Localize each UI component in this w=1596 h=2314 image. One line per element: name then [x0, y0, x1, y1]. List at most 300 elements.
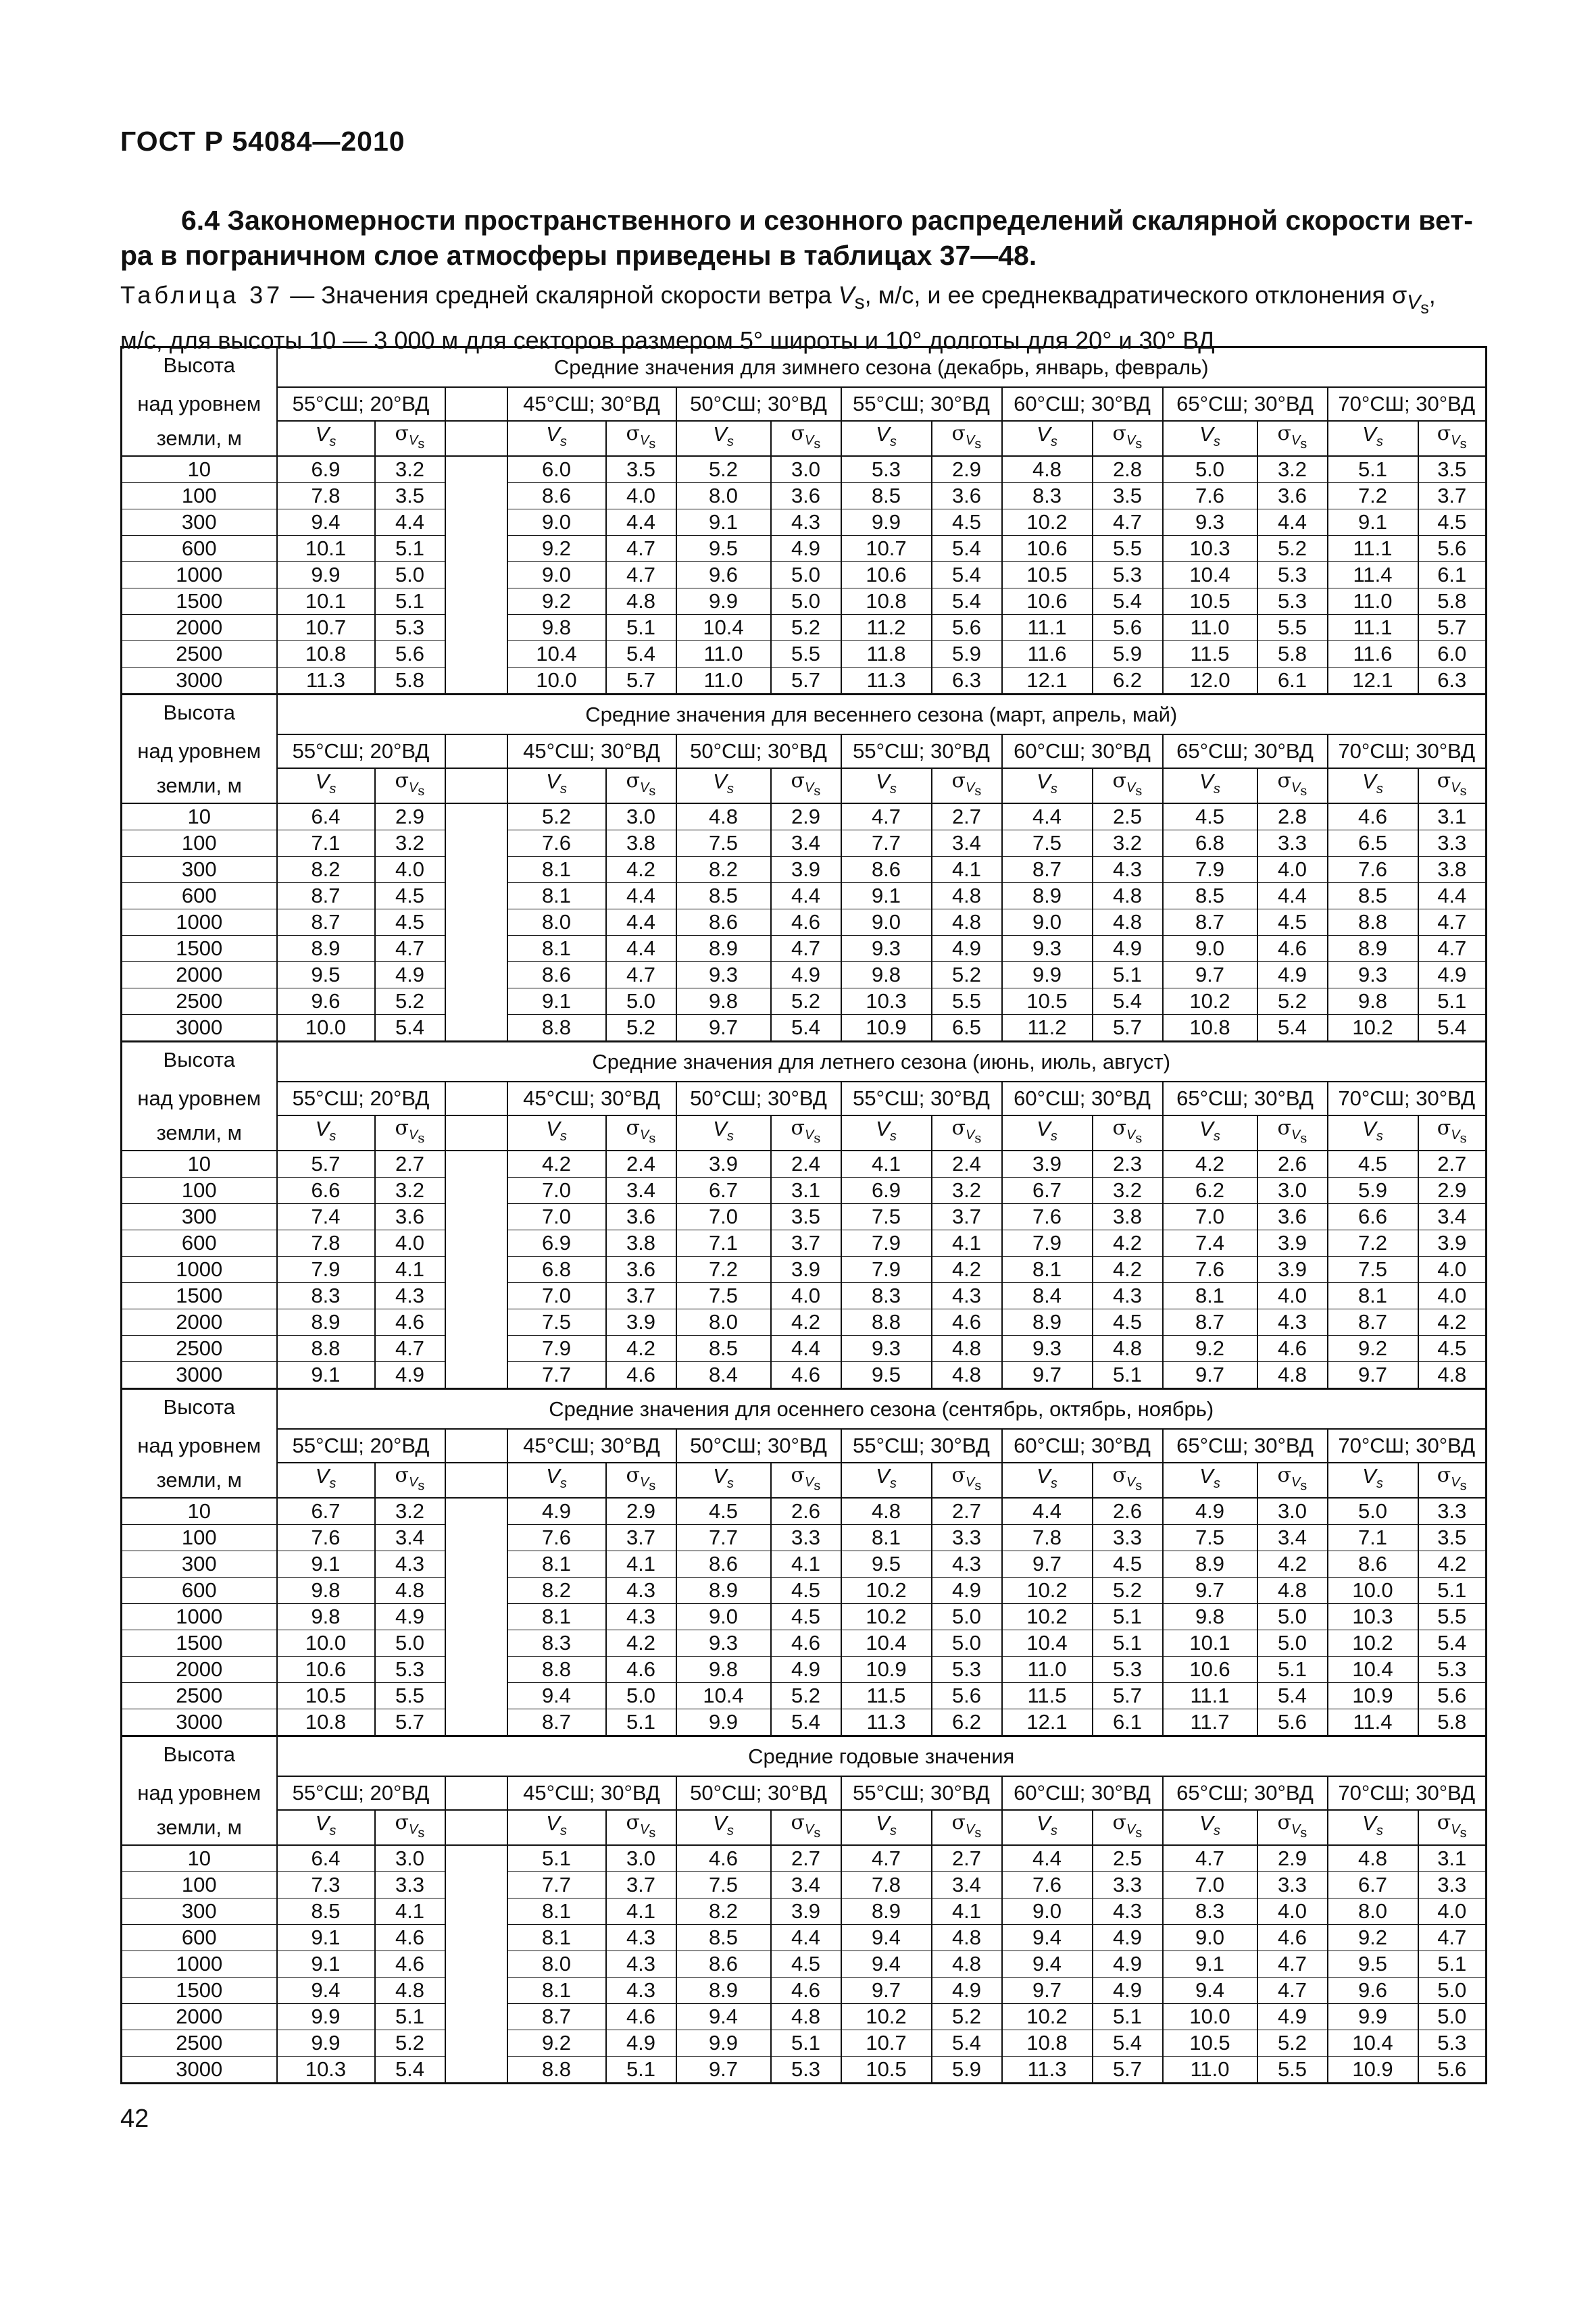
std-dev-cell: 4.5	[771, 1604, 841, 1630]
gap-column	[445, 1578, 507, 1604]
mean-speed-cell: 9.2	[507, 2030, 606, 2057]
mean-speed-cell: 8.9	[1163, 1551, 1257, 1578]
std-dev-cell: 5.2	[932, 2004, 1002, 2030]
gap-column	[445, 615, 507, 641]
std-dev-cell: 4.8	[1257, 1362, 1328, 1389]
mean-speed-cell: 11.6	[1328, 641, 1418, 668]
table-row	[122, 588, 1487, 615]
gap-column	[445, 421, 507, 456]
std-dev-cell: 5.4	[1093, 988, 1163, 1015]
table-row	[122, 483, 1487, 509]
std-dev-cell: 4.0	[1257, 1283, 1328, 1309]
mean-speed-cell: 8.7	[277, 909, 375, 936]
caption-sigma-sub-v: V	[1407, 291, 1421, 314]
std-dev-cell: 6.1	[1418, 562, 1487, 588]
height-cell: 10	[122, 1845, 277, 1872]
sigma-symbol: σ	[395, 1116, 409, 1140]
std-dev-cell: 5.3	[1093, 1657, 1163, 1683]
table-row	[122, 1951, 1487, 1978]
mean-speed-cell: 9.4	[841, 1925, 932, 1951]
sigma-subscript-v: V	[639, 780, 649, 795]
mean-speed-cell: 8.7	[1163, 909, 1257, 936]
std-dev-cell: 3.6	[606, 1257, 676, 1283]
std-dev-cell: 4.7	[1093, 509, 1163, 536]
mean-speed-cell: 6.7	[676, 1178, 771, 1204]
std-dev-cell: 4.7	[606, 562, 676, 588]
std-dev-cell: 5.2	[1257, 536, 1328, 562]
table-row	[122, 936, 1487, 962]
height-cell: 2000	[122, 2004, 277, 2030]
mean-speed-cell: 9.8	[1328, 988, 1418, 1015]
mean-speed-cell: 5.2	[507, 803, 606, 830]
mean-speed-cell: 7.9	[277, 1257, 375, 1283]
mean-speed-cell: 9.1	[841, 883, 932, 909]
height-cell: 3000	[122, 1709, 277, 1736]
gap-column	[445, 1230, 507, 1257]
std-dev-cell: 4.9	[932, 936, 1002, 962]
std-dev-cell: 3.9	[771, 1257, 841, 1283]
std-dev-cell: 4.4	[771, 883, 841, 909]
sigma-subscript	[1126, 1474, 1143, 1493]
table-row	[122, 1257, 1487, 1283]
sigma-symbol: σ	[626, 1811, 640, 1834]
table-row	[122, 1683, 1487, 1709]
variable-v-symbol: V	[876, 422, 890, 447]
mean-speed-cell: 7.6	[277, 1525, 375, 1551]
std-dev-cell: 4.8	[932, 1336, 1002, 1362]
std-dev-cell: 5.4	[606, 641, 676, 668]
mean-speed-cell: 7.9	[1163, 857, 1257, 883]
mean-speed-cell: 9.3	[676, 1630, 771, 1657]
std-dev-cell: 4.8	[1257, 1578, 1328, 1604]
std-dev-cell: 3.3	[1093, 1525, 1163, 1551]
mean-speed-cell: 8.7	[1163, 1309, 1257, 1336]
sigma-symbol: σ	[395, 769, 409, 793]
std-dev-cell: 5.5	[1418, 1604, 1487, 1630]
variable-header-row	[122, 1810, 1487, 1845]
std-dev-cell: 3.8	[606, 1230, 676, 1257]
mean-speed-cell: 8.2	[507, 1578, 606, 1604]
sector-header: 50°СШ; 30°ВД	[676, 1429, 841, 1463]
table-row	[122, 668, 1487, 695]
variable-v-subscript: s	[329, 1476, 336, 1492]
std-dev-cell: 2.7	[771, 1845, 841, 1872]
sector-header: 65°СШ; 30°ВД	[1163, 734, 1328, 768]
variable-v-subscript: s	[889, 434, 897, 450]
std-dev-cell: 6.0	[1418, 641, 1487, 668]
block-title-row	[122, 695, 1487, 735]
std-dev-cell: 2.7	[932, 1845, 1002, 1872]
sigma-subscript	[408, 432, 425, 451]
mean-speed-cell: 9.3	[1002, 936, 1093, 962]
std-dev-cell: 4.4	[606, 509, 676, 536]
mean-speed-cell: 8.7	[1002, 857, 1093, 883]
mean-speed-cell: 10.2	[1002, 1578, 1093, 1604]
sigma-subscript	[1451, 1821, 1467, 1840]
table-row	[122, 2057, 1487, 2084]
gap-column	[445, 1872, 507, 1898]
mean-speed-cell: 8.9	[676, 1978, 771, 2004]
variable-v-symbol: V	[1362, 770, 1376, 794]
std-dev-cell: 3.8	[1093, 1204, 1163, 1230]
height-cell: 600	[122, 536, 277, 562]
height-header-line-1: Высота	[122, 695, 277, 735]
variable-v-symbol: V	[876, 1464, 890, 1488]
std-dev-cell: 2.4	[932, 1151, 1002, 1178]
gap-column	[445, 803, 507, 830]
gap-column	[445, 483, 507, 509]
mean-speed-cell: 7.9	[1002, 1230, 1093, 1257]
sigma-subscript-s: s	[1135, 782, 1143, 799]
wind-speed-table-body	[122, 347, 1487, 2084]
mean-speed-cell: 10.8	[841, 588, 932, 615]
std-dev-cell: 4.3	[606, 1604, 676, 1630]
mean-speed-cell: 7.2	[1328, 1230, 1418, 1257]
table-row	[122, 1551, 1487, 1578]
height-header-line-2: над уровнем	[122, 734, 277, 768]
mean-speed-cell: 8.3	[841, 1283, 932, 1309]
mean-speed-cell: 8.6	[676, 1551, 771, 1578]
std-dev-cell: 4.6	[1257, 1925, 1328, 1951]
std-dev-cell: 4.6	[606, 1362, 676, 1389]
std-dev-cell: 4.9	[932, 1978, 1002, 2004]
std-dev-cell: 4.7	[375, 936, 445, 962]
sigma-subscript-v: V	[639, 1475, 649, 1490]
variable-v-subscript: s	[1213, 1823, 1220, 1839]
sigma-subscript	[1126, 779, 1143, 799]
mean-speed-cell: 3.9	[1002, 1151, 1093, 1178]
std-dev-cell: 4.5	[375, 909, 445, 936]
gap-column	[445, 1951, 507, 1978]
block-title: Средние значения для зимнего сезона (декабрь, январь, февраль)	[277, 347, 1487, 388]
variable-v-symbol: V	[1362, 1811, 1376, 1836]
sector-header: 45°СШ; 30°ВД	[507, 1082, 676, 1115]
std-dev-cell: 4.6	[375, 1951, 445, 1978]
table-row	[122, 1015, 1487, 1042]
table-row	[122, 1498, 1487, 1525]
std-dev-cell: 4.9	[771, 1657, 841, 1683]
variable-v-header	[1163, 1810, 1257, 1845]
std-dev-cell: 5.0	[606, 1683, 676, 1709]
sigma-subscript-s: s	[974, 1477, 982, 1493]
variable-v-header	[1328, 1810, 1418, 1845]
height-cell: 600	[122, 1230, 277, 1257]
gap-column	[445, 536, 507, 562]
mean-speed-cell: 11.8	[841, 641, 932, 668]
mean-speed-cell: 9.0	[676, 1604, 771, 1630]
variable-sigma-header	[375, 421, 445, 456]
sector-header-row	[122, 1429, 1487, 1463]
std-dev-cell: 4.4	[771, 1336, 841, 1362]
sigma-symbol: σ	[951, 769, 966, 793]
mean-speed-cell: 7.6	[1163, 1257, 1257, 1283]
sigma-subscript-v: V	[1291, 1128, 1301, 1142]
std-dev-cell: 5.4	[1257, 1683, 1328, 1709]
mean-speed-cell: 8.1	[507, 936, 606, 962]
mean-speed-cell: 9.4	[1163, 1978, 1257, 2004]
std-dev-cell: 4.4	[1257, 509, 1328, 536]
sector-header: 65°СШ; 30°ВД	[1163, 1776, 1328, 1810]
std-dev-cell: 4.0	[375, 857, 445, 883]
mean-speed-cell: 8.8	[507, 1657, 606, 1683]
variable-v-subscript: s	[1050, 434, 1057, 450]
sector-header-row	[122, 387, 1487, 421]
std-dev-cell: 4.3	[1093, 857, 1163, 883]
mean-speed-cell: 10.4	[1163, 562, 1257, 588]
mean-speed-cell: 8.1	[1163, 1283, 1257, 1309]
sigma-subscript-s: s	[1135, 1824, 1143, 1840]
variable-v-subscript: s	[559, 434, 567, 450]
std-dev-cell: 4.1	[375, 1898, 445, 1925]
mean-speed-cell: 12.1	[1002, 668, 1093, 695]
variable-sigma-header	[1093, 1463, 1163, 1498]
std-dev-cell: 5.1	[375, 536, 445, 562]
variable-v-symbol: V	[876, 770, 890, 794]
height-cell: 3000	[122, 1015, 277, 1042]
std-dev-cell: 3.9	[606, 1309, 676, 1336]
height-cell: 2000	[122, 1657, 277, 1683]
mean-speed-cell: 5.2	[676, 456, 771, 483]
mean-speed-cell: 9.8	[1163, 1604, 1257, 1630]
mean-speed-cell: 9.4	[676, 2004, 771, 2030]
variable-sigma-header	[1093, 421, 1163, 456]
variable-v-subscript: s	[726, 434, 734, 450]
gap-column	[445, 734, 507, 768]
mean-speed-cell: 8.5	[1163, 883, 1257, 909]
variable-v-symbol: V	[876, 1811, 890, 1836]
std-dev-cell: 4.6	[606, 1657, 676, 1683]
mean-speed-cell: 11.5	[841, 1683, 932, 1709]
std-dev-cell: 3.2	[1257, 456, 1328, 483]
mean-speed-cell: 8.8	[277, 1336, 375, 1362]
gap-column	[445, 1283, 507, 1309]
std-dev-cell: 4.8	[375, 1978, 445, 2004]
height-header-line-1: Высота	[122, 347, 277, 388]
std-dev-cell: 3.1	[1418, 803, 1487, 830]
mean-speed-cell: 8.2	[676, 857, 771, 883]
mean-speed-cell: 10.6	[841, 562, 932, 588]
variable-v-header	[1328, 421, 1418, 456]
sigma-subscript	[1291, 1474, 1307, 1493]
height-cell: 600	[122, 1578, 277, 1604]
mean-speed-cell: 8.0	[676, 483, 771, 509]
height-header-line-3: земли, м	[122, 1463, 277, 1498]
variable-v-subscript: s	[1213, 434, 1220, 450]
mean-speed-cell: 7.4	[277, 1204, 375, 1230]
mean-speed-cell: 11.3	[841, 1709, 932, 1736]
std-dev-cell: 4.3	[932, 1283, 1002, 1309]
height-header-line-1: Высота	[122, 1736, 277, 1777]
gap-column	[445, 1657, 507, 1683]
mean-speed-cell: 4.4	[1002, 1845, 1093, 1872]
mean-speed-cell: 7.5	[1163, 1525, 1257, 1551]
std-dev-cell: 2.9	[1418, 1178, 1487, 1204]
std-dev-cell: 3.4	[771, 830, 841, 857]
mean-speed-cell: 10.9	[841, 1015, 932, 1042]
sigma-subscript-s: s	[974, 1130, 982, 1146]
std-dev-cell: 5.2	[1257, 988, 1328, 1015]
mean-speed-cell: 9.4	[277, 1978, 375, 2004]
std-dev-cell: 4.3	[606, 1978, 676, 2004]
mean-speed-cell: 7.5	[1002, 830, 1093, 857]
mean-speed-cell: 10.8	[1002, 2030, 1093, 2057]
std-dev-cell: 5.3	[1257, 562, 1328, 588]
variable-v-header	[1002, 1463, 1093, 1498]
mean-speed-cell: 10.4	[676, 615, 771, 641]
page-number: 42	[120, 2105, 149, 2133]
height-cell: 100	[122, 1525, 277, 1551]
mean-speed-cell: 7.5	[1328, 1257, 1418, 1283]
sigma-subscript-v: V	[965, 1128, 975, 1142]
sigma-subscript	[639, 1474, 656, 1493]
std-dev-cell: 5.4	[932, 588, 1002, 615]
std-dev-cell: 5.1	[1418, 1578, 1487, 1604]
sigma-subscript-v: V	[804, 1822, 814, 1837]
mean-speed-cell: 10.5	[1002, 988, 1093, 1015]
mean-speed-cell: 4.8	[676, 803, 771, 830]
gap-column	[445, 1463, 507, 1498]
std-dev-cell: 6.2	[1093, 668, 1163, 695]
mean-speed-cell: 9.9	[1002, 962, 1093, 988]
mean-speed-cell: 12.1	[1002, 1709, 1093, 1736]
sigma-symbol: σ	[951, 1463, 966, 1487]
std-dev-cell: 3.8	[606, 830, 676, 857]
std-dev-cell: 4.8	[1093, 1336, 1163, 1362]
mean-speed-cell: 7.1	[277, 830, 375, 857]
variable-sigma-header	[1418, 1115, 1487, 1151]
std-dev-cell: 5.2	[1093, 1578, 1163, 1604]
mean-speed-cell: 6.6	[1328, 1204, 1418, 1230]
std-dev-cell: 3.6	[1257, 483, 1328, 509]
sigma-subscript-s: s	[649, 435, 656, 451]
height-cell: 1000	[122, 562, 277, 588]
std-dev-cell: 3.4	[1418, 1204, 1487, 1230]
height-cell: 1500	[122, 1630, 277, 1657]
sigma-symbol: σ	[626, 1463, 640, 1487]
std-dev-cell: 5.4	[1257, 1015, 1328, 1042]
mean-speed-cell: 9.1	[277, 1951, 375, 1978]
mean-speed-cell: 8.6	[676, 1951, 771, 1978]
std-dev-cell: 5.5	[932, 988, 1002, 1015]
mean-speed-cell: 10.4	[1328, 1657, 1418, 1683]
std-dev-cell: 4.9	[1093, 1951, 1163, 1978]
std-dev-cell: 4.6	[1257, 1336, 1328, 1362]
variable-v-subscript: s	[329, 782, 336, 797]
mean-speed-cell: 4.2	[1163, 1151, 1257, 1178]
std-dev-cell: 5.0	[932, 1604, 1002, 1630]
mean-speed-cell: 9.4	[277, 509, 375, 536]
std-dev-cell: 4.0	[1418, 1283, 1487, 1309]
sigma-subscript-v: V	[1126, 1822, 1136, 1837]
std-dev-cell: 5.9	[932, 641, 1002, 668]
height-header-line-1: Высота	[122, 1389, 277, 1430]
mean-speed-cell: 9.7	[676, 1015, 771, 1042]
std-dev-cell: 5.0	[1257, 1604, 1328, 1630]
std-dev-cell: 5.6	[1418, 536, 1487, 562]
height-cell: 300	[122, 1551, 277, 1578]
table-row	[122, 1898, 1487, 1925]
variable-sigma-header	[1257, 1115, 1328, 1151]
variable-sigma-header	[932, 1463, 1002, 1498]
mean-speed-cell: 8.1	[507, 1551, 606, 1578]
std-dev-cell: 4.2	[1418, 1551, 1487, 1578]
sigma-symbol: σ	[626, 769, 640, 793]
table-row	[122, 1283, 1487, 1309]
table-row	[122, 988, 1487, 1015]
std-dev-cell: 5.2	[606, 1015, 676, 1042]
table-row	[122, 456, 1487, 483]
mean-speed-cell: 8.8	[507, 1015, 606, 1042]
variable-v-header	[507, 768, 606, 803]
mean-speed-cell: 7.8	[277, 483, 375, 509]
mean-speed-cell: 6.5	[1328, 830, 1418, 857]
block-title: Средние значения для летнего сезона (июнь, июль, август)	[277, 1042, 1487, 1082]
mean-speed-cell: 8.7	[1328, 1309, 1418, 1336]
sigma-subscript	[1451, 779, 1467, 799]
mean-speed-cell: 9.9	[841, 509, 932, 536]
gap-column	[445, 1015, 507, 1042]
mean-speed-cell: 6.7	[277, 1498, 375, 1525]
std-dev-cell: 3.2	[1093, 830, 1163, 857]
sector-header: 70°СШ; 30°ВД	[1328, 1776, 1487, 1810]
std-dev-cell: 5.1	[1257, 1657, 1328, 1683]
sector-header: 55°СШ; 20°ВД	[277, 1429, 445, 1463]
std-dev-cell: 5.3	[1418, 2030, 1487, 2057]
height-cell: 2000	[122, 1309, 277, 1336]
mean-speed-cell: 10.9	[1328, 2057, 1418, 2084]
table-row	[122, 1204, 1487, 1230]
table-row	[122, 2030, 1487, 2057]
sector-header: 60°СШ; 30°ВД	[1002, 387, 1163, 421]
sigma-subscript-v: V	[408, 1822, 418, 1837]
std-dev-cell: 2.7	[375, 1151, 445, 1178]
variable-v-symbol: V	[546, 1464, 560, 1488]
mean-speed-cell: 8.5	[1328, 883, 1418, 909]
std-dev-cell: 4.1	[375, 1257, 445, 1283]
gap-column	[445, 387, 507, 421]
variable-sigma-header	[771, 1810, 841, 1845]
mean-speed-cell: 9.0	[1163, 936, 1257, 962]
height-cell: 300	[122, 1898, 277, 1925]
mean-speed-cell: 7.8	[841, 1872, 932, 1898]
std-dev-cell: 3.9	[771, 857, 841, 883]
std-dev-cell: 4.7	[1418, 909, 1487, 936]
sigma-symbol: σ	[1112, 422, 1126, 445]
std-dev-cell: 4.6	[771, 909, 841, 936]
std-dev-cell: 4.0	[1257, 857, 1328, 883]
std-dev-cell: 5.2	[375, 988, 445, 1015]
gap-column	[445, 909, 507, 936]
variable-sigma-header	[1257, 1810, 1328, 1845]
variable-sigma-header	[1257, 421, 1328, 456]
height-cell: 300	[122, 1204, 277, 1230]
std-dev-cell: 2.9	[771, 803, 841, 830]
sector-header: 55°СШ; 20°ВД	[277, 387, 445, 421]
std-dev-cell: 3.1	[771, 1178, 841, 1204]
sigma-subscript	[1126, 432, 1143, 451]
sigma-subscript-v: V	[1126, 1128, 1136, 1142]
std-dev-cell: 5.0	[606, 988, 676, 1015]
mean-speed-cell: 8.0	[507, 1951, 606, 1978]
mean-speed-cell: 9.9	[1328, 2004, 1418, 2030]
std-dev-cell: 5.1	[375, 588, 445, 615]
variable-sigma-header	[1418, 421, 1487, 456]
mean-speed-cell: 8.9	[1328, 936, 1418, 962]
std-dev-cell: 5.7	[375, 1709, 445, 1736]
std-dev-cell: 5.0	[375, 562, 445, 588]
sigma-subscript-s: s	[1460, 1130, 1467, 1146]
std-dev-cell: 4.6	[606, 2004, 676, 2030]
